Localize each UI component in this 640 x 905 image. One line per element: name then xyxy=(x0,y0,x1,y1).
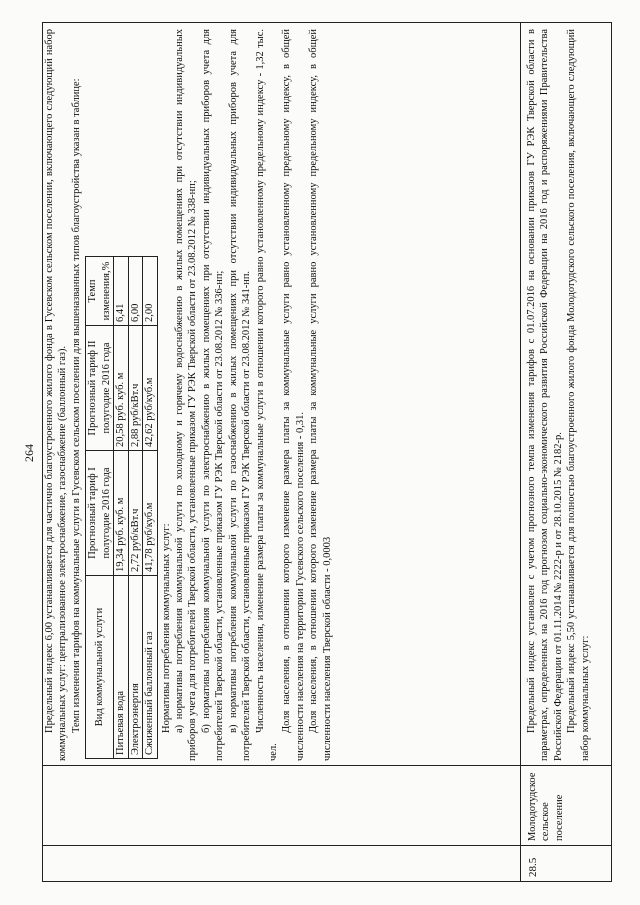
tariff-table xyxy=(85,256,157,759)
paragraph: б) нормативы потребления коммунальной услуги по электроснабжению в жилых помещениях при отсутствии индивидуальных приборов учета для потребителей Тверской области, установленные приказом ГУ РЭК Тверской области от 23.08.2012 № 336-нп; xyxy=(200,29,226,761)
paragraph: Доля населения, в отношении которого изменение размера платы за коммунальные услуги равно установленному предельному индексу, в общей численности населения на территории Гусевского сельского поселения - 0,31. xyxy=(281,29,306,761)
description-text-row2 xyxy=(525,29,592,761)
rotated-content xyxy=(20,22,620,882)
table-row xyxy=(128,257,142,759)
paragraph: а) нормативы потребления коммунальной услуги по холодному и горячему водоснабжению в жилых помещениях при отсутствии индивидуальных приборов учета для потребителей Тверской области, установленные приказом ГУ РЭК Тверской области от 23.08.2012 № 338-нп; xyxy=(173,29,199,761)
paragraph: Доля населения, в отношении которого изменение размера платы за коммунальные услуги равно установленному предельному индексу, в общей численности населения Тверской области - 0,0003 xyxy=(308,29,333,761)
paragraph: Предельный индекс установлен с учетом прогнозного темпа изменения тарифов с 01.07.2016 на основании приказов ГУ РЭК Тверской области в параметрах, определенных на 2016 год прогнозом социально-экономического развития Российской Федерации на 2016 год и распоряжениями Правительства Российской Федерации от 01.11.2014 № 2222-р и от 28.10.2015 № 2182-р. xyxy=(526,29,564,761)
description-text xyxy=(43,29,334,761)
paragraph: Численность населения, изменение размера платы за коммунальные услуги в отношении которого равно установленному предельному индексу - 1,32 тыс. чел. xyxy=(254,29,279,761)
table-header: Темп изменения,% xyxy=(86,257,114,326)
paragraph: Предельный индекс 5,50 устанавливается для полностью благоустроенного жилого фонда Молодотудского сельского поселения, включающего следующий набор коммунальных услуг: xyxy=(566,29,591,761)
table-cell: 2,00 xyxy=(143,257,157,326)
page-number: 264 xyxy=(22,444,36,462)
table-cell: Электроэнергия xyxy=(128,576,142,759)
table-cell: 19,34 руб. куб. м xyxy=(114,451,128,576)
row-number: 28.5 xyxy=(527,857,539,877)
table-cell: 2,88 руб/кВт.ч xyxy=(128,326,142,451)
main-table xyxy=(42,22,612,882)
paragraph: в) нормативы потребления коммунальной услуги по газоснабжению в жилых помещениях при отсутствии индивидуальных приборов учета для потребителей Тверской области, установленные приказом ГУ РЭК Тверской области от 23.08.2012 № 341-нп. xyxy=(227,29,253,761)
table-row xyxy=(143,257,157,759)
table-header: Прогнозный тариф II полугодие 2016 года xyxy=(86,326,114,451)
table-header-row xyxy=(86,257,114,759)
table-row xyxy=(114,257,128,759)
table-cell: Питьевая вода xyxy=(114,576,128,759)
settlement-name: Молодотудское сельское поселение xyxy=(527,772,565,841)
table-cell: 2,72 руб/кВт.ч xyxy=(128,451,142,576)
paragraph: Нормативы потребления коммунальных услуг: xyxy=(160,523,172,733)
paragraph: Темп изменения тарифов на коммунальные услуги в Гусевском сельском поселении для вышеназванных типов благоустройства указан в таблице: xyxy=(70,78,82,733)
table-header: Прогнозный тариф I полугодие 2016 года xyxy=(86,451,114,576)
table-cell: 6,00 xyxy=(128,257,142,326)
table-header: Вид коммунальной услуги xyxy=(86,576,114,759)
table-cell: 41,78 руб/куб.м xyxy=(143,451,157,576)
table-cell: Сжиженный баллонный газ xyxy=(143,576,157,759)
table-cell: 42,62 руб/куб.м xyxy=(143,326,157,451)
col-description xyxy=(43,23,611,765)
table-cell: 6,41 xyxy=(114,257,128,326)
table-cell: 20,58 руб. куб. м xyxy=(114,326,128,451)
paragraph: Предельный индекс 6,00 устанавливается для частично благоустроенного жилого фонда в Гусевском сельском поселении, включающего следующий набор коммунальных услуг: централизованное электроснабжение, газоснабжение (баллонный газ). xyxy=(44,29,69,761)
